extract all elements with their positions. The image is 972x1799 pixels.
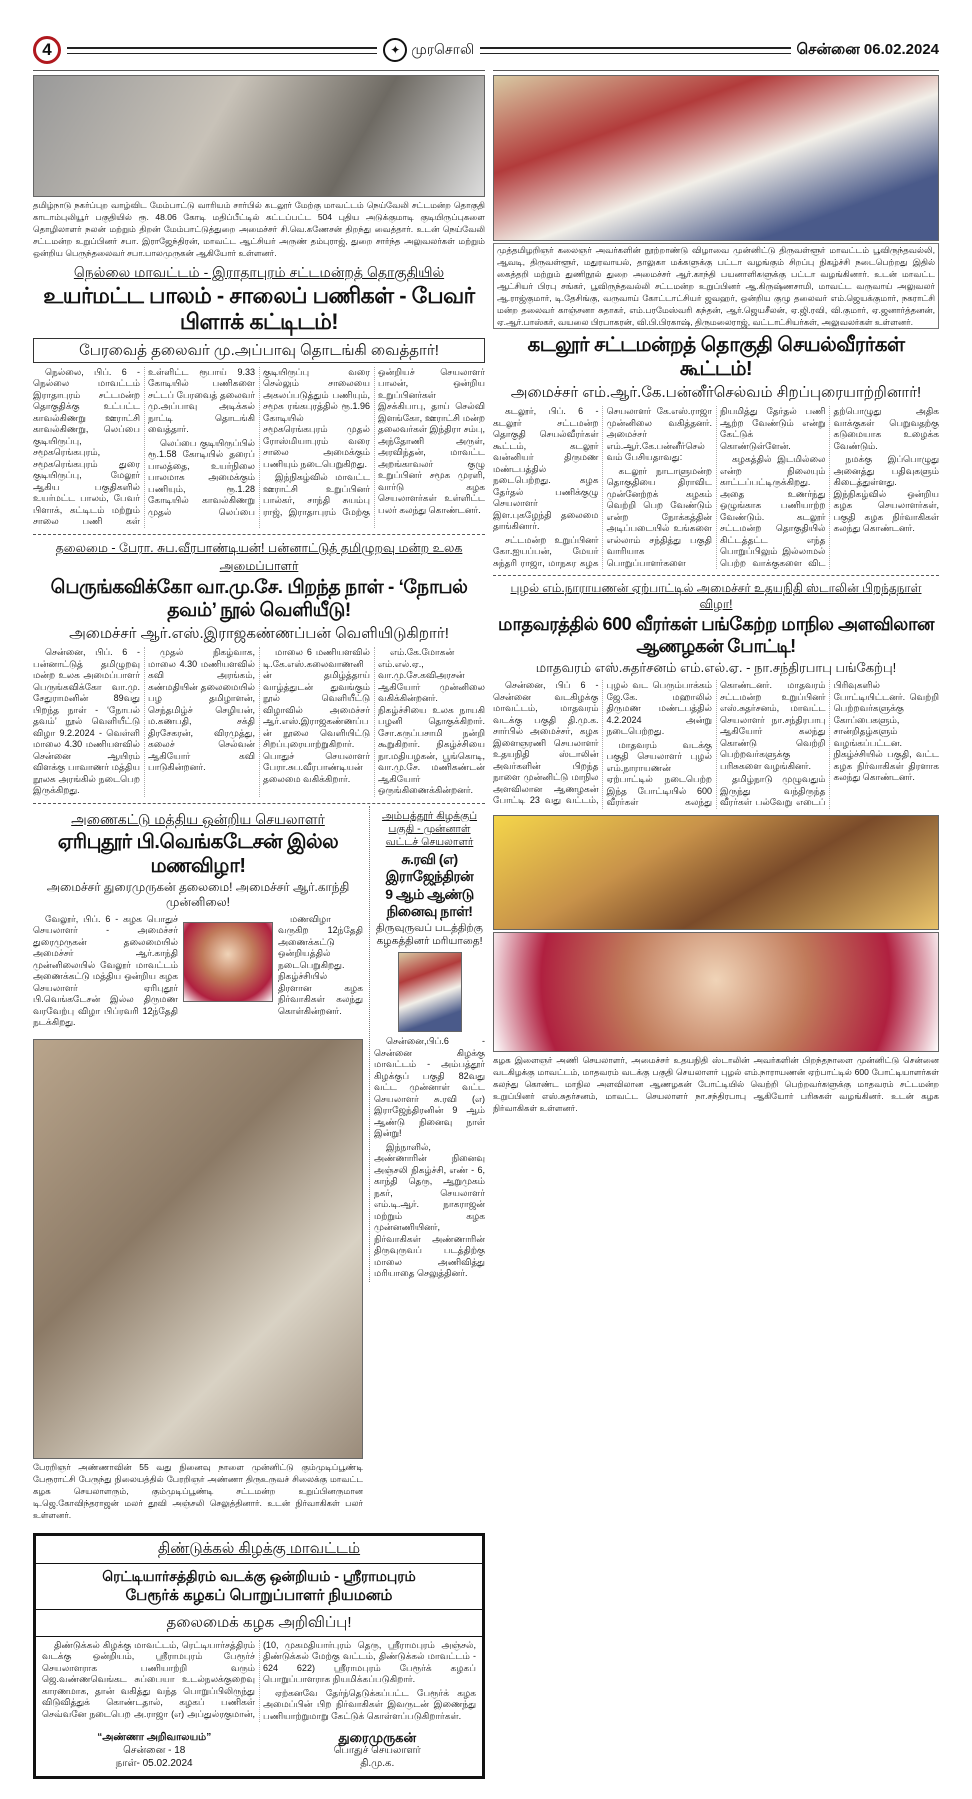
story-headline: மாதவரத்தில் 600 வீரர்கள் பங்கேற்ற மாநில அளவிலான ஆணழகன் போட்டி! [498, 614, 934, 656]
notice-body [36, 1637, 482, 1726]
story-headline: கடலூர் சட்டமன்றத் தொகுதி செயல்வீரர்கள் கூட்டம்! [527, 334, 905, 380]
paragraph: கடலூர் நாடாளுமன்ற தொகுதியை திராவிட முன்னேற்றக் கழகம் வெற்றி பெற வேண்டும் என்ற நோக்கத்தின் அடிப்படையில் உங்களை எல்லாம் சந்தித்து பகுதி வாரியாக பொறுப்பாளர்களை நியமித்து தேர்தல் பணி ஆற்ற வேண்டும் என்று கேட்டுக் கொண்டுள்ளேன். [606, 406, 826, 568]
paragraph: மாலை 6 மணியளவில் டி.கே.எஸ்.கலைவாணனின் தமிழ்த்தாய் வாழ்த்துடன் துவங்கும் நூல் வெளியீட்டு விழாவில் அமைச்சர் ஆர்.எஸ்.இராஜகண்ணப்பன் நூலை வெளியிட்டு சிறப்புரையாற்றுகிறார். பொதுச் செயலாளர் பேரா.சுப.வீரபாண்டியன் தலைமை வகிக்கிறார். [263, 647, 370, 784]
notice-subhead: தலைமைக் கழக அறிவிப்பு! [36, 1610, 482, 1637]
paragraph: திண்டுக்கல் கிழக்கு மாவட்டம், ரெட்டியார்சத்திரம் வடக்கு ஒன்றியம், ஸ்ரீராமபுரம் பேரூர்ச் செயலாளராக பணியாற்றி வரும் ஜெ.வண்ணவெங்கட சுப்பையா உடல்நலக்குறைவு காரணமாக, தான் வகித்து வந்த பொறுப்பிலிருந்து விடுவித்துக் கொண்டதால், கழகப் பணிகள் செவ்வனே நடைபெற அ.ராஜா (எ) அப்துல்ரகுமான், (10, முகமதியார்புரம் தெரு, ஸ்ரீராமபுரம் அஞ்சல், திண்டுக்கல் மேற்கு வட்டம், திண்டுக்கல் மாவட்டம் - 624 622) ஸ்ரீராமபுரம் பேரூர்க் கழகப் பொறுப்பாளராக நியமிக்கப்படுகிறார். [42, 1639, 476, 1719]
notice-party: தி.மு.க. [360, 1758, 395, 1770]
story-headline: ஏரிபுதூர் பி.வெங்கடேசன் இல்ல மணவிழா! [57, 830, 339, 877]
rooster-emblem-icon: ✦ [383, 38, 407, 62]
paragraph: இந்நாளில், அண்ணாரின் நினைவு அஞ்சலி நிகழ்ச்சி, எண் - 6, காந்தி தெரு, ஆறுமுகம் நகர், செயலாளர் எம்.டி.ஆர். நாகராஜன் மற்றும் கழக முன்னணியினர், நிர்வாகிகள் அண்ணாரின் திருவுருவப் படத்திற்கு மாலை அணிவித்து மரியாதை செலுத்தினர். [374, 1141, 485, 1279]
paragraph: முதல் நிகழ்வாக, மாலை 4.30 மணியளவில் கவி அரங்கம், கண்மதியின் தலைமையில் பழ தமிழாளன், செந்தமிழ்ச் செழியன், ம.கணபதி, சக்தி திரசேகரன், விரமுத்து, கலைச் செல்வன் ஆகியோர் கவி பாடுகின்றனர். [148, 647, 255, 773]
anna-statue-tribute-photo [33, 1039, 363, 1459]
story-body [493, 406, 939, 569]
lower-left-main [33, 806, 363, 1525]
patta-distribution-photo [493, 75, 939, 241]
masthead-rule [67, 47, 377, 54]
lower-left-columns [33, 806, 485, 1525]
newspaper-logo [383, 38, 474, 62]
notice-signature [36, 1725, 482, 1776]
paragraph: தமிழ்நாடு முழுவதும் இருந்து வந்திருந்த வீரர்கள் பல்வேறு எடைப் பிரிவுகளில் போட்டியிட்டனர். வெற்றி பெற்றவர்களுக்கு கோப்பைகளும், சான்றிதழ்களும் வழங்கப்பட்டன. நிகழ்ச்சியில் பகுதி, வட்ட கழக நிர்வாகிகள் திரளாக கலந்து கொண்டனர். [720, 680, 939, 808]
paragraph: லெப்பை குடியிருப்பில் ரூ.1.58 கோடியில் தரைப் பாலத்தை, உயர்நிலை பாலமாக அமைக்கும் பணியும், ரூ.1.28 கோடியில் காவல்கிணறு முதல் லெப்பை குடியிருப்பு வரை செல்லும் சாலையை அகலப்படுத்தும் பணியும், சமூக ரங்கபுரத்தில் ரூ.1.96 கோடியில் சமூகரெங்கபுரம் முதல் ரோஸ்மியாபுரம் வரை சாலை அமைக்கும் பணியும் நடைபெறுகிறது. [148, 366, 370, 517]
page-columns [33, 70, 939, 1779]
page-number: 4 [33, 36, 61, 64]
story-body [493, 680, 939, 809]
paragraph: நெல்லை, பிப். 6 - நெல்லை மாவட்டம் இராதாபுரம் சட்டமன்ற தொகுதிக்கு உட்பட்ட காவல்கிணறு ஊராட்சி காவல்கிணறு, லெப்பை குடியிருப்பு, சமூகரெங்கபுரம், சமூகரெங்கபுரம் துரை குடியிருப்பு, மேலூர் ஆகிய பகுதிகளில் உயர்மட்ட பாலம், பேவர் பிளாக், கட்டிடம் மற்றும் சாலை பணி கள் உள்ளிட்ட ரூபாய் 9.33 கோடியில் பணிகளை சட்டப் பேரவைத் தலைவர் மு.அப்பாவு அடிக்கல் நாட்டி தொடங்கி வைத்தார். [33, 366, 255, 527]
notice-region: திண்டுக்கல் கிழக்கு மாவட்டம் [157, 1539, 361, 1557]
story-headline: சு.ரவி (எ) இராஜேந்திரன் [385, 850, 474, 884]
story-subhead: பேரவைத் தலைவர் மு.அப்பாவு தொடங்கி வைத்தார்! [33, 338, 485, 363]
notice-date: நாள்- 05.02.2024 [115, 1758, 193, 1770]
lower-left-side [369, 806, 485, 1282]
bodybuilding-award-photo [493, 815, 939, 930]
story-body [33, 367, 485, 528]
story-headline: 9 ஆம் ஆண்டு நினைவு நாள்! [385, 886, 474, 920]
paragraph: எம்.கே.மோகன் எம்.எல்.ஏ., வா.மு.சே.கவிஅரசன் ஆகியோர் முன்னிலை வகிக்கின்றனர். நிகழ்ச்சியை உலக நாயகி பழனி தொகுக்கிறார். சோ.கருப்பசாமி நன்றி கூறுகிறார். நிகழ்ச்சியை நா.மதியழகன், பூங்கொடி, வா.மு.சே. மணிகண்டன் ஆகியோர் ஒருங்கிணைக்கின்றனர். [378, 647, 485, 796]
story-kicker: நெல்லை மாவட்டம் - இராதாபுரம் சட்டமன்றத் தொகுதியில் [73, 264, 445, 280]
story-body [374, 1036, 485, 1280]
notice-headline: பேரூர்க் கழகப் பொறுப்பாளர் நியமனம் [125, 1586, 393, 1604]
left-column [33, 70, 485, 1779]
divider [33, 534, 485, 535]
notice-city: சென்னை - 18 [123, 1745, 186, 1757]
paragraph: சென்னை, பிப் 6 - சென்னை வடகிழக்கு மாவட்டம், மாதவரம் வடக்கு பகுதி தி.மு.க. சார்பில் அமைச்சர், கழக இளைஞரணி செயலாளர் உதயநிதி ஸ்டாலின் அவர்களின் பிறந்த நாளை முன்னிட்டு மாநில அளவிலான ஆணழகன் போட்டி 23 வது வட்டம், புழல் வட பெரும்பாக்கம் ஜே.கே. மஹாலில் திருமண மண்டபத்தில் 4.2.2024 அன்று நடைபெற்றது. [493, 680, 712, 806]
masthead [33, 38, 939, 62]
paragraph: மணவிழா வருகிற 12ந்தேதி அணைக்கட்டு ஒன்றியத்தில் நடைபெறுகிறது. நிகழ்ச்சியில் திரளான கழக நிர்வாகிகள் கலந்து கொள்கின்றனர். [278, 913, 363, 1016]
paper-name: முரசொலி [411, 40, 475, 57]
couple-photo [183, 922, 273, 1002]
paragraph: சென்னை,பிப்.6 - சென்னை கிழக்கு மாவட்டம் - அம்பத்தூர் கிழக்குப் பகுதி 82வது வட்ட முன்னாள் வட்ட செயலாளர் சு.ரவி (எ) இராஜேந்திரனின் 9 ஆம் ஆண்டு நினைவு நாள் இன்று! [374, 1036, 485, 1139]
story-subhead: திருவுருவப் படத்திற்கு கழகத்தினர் மரியாதை! [376, 922, 483, 948]
paragraph: சென்னை, பிப். 6 - பன்னாட்டுத் தமிழுறவு மன்ற உலக அமைப்பாளர் பெருங்கவிக்கோ வா.மு. சேதுராமனின் 89வது பிறந்த நாள் - ‘நோபல் தவம்’ நூல் வெளியீட்டு விழா 9.2.2024 - வெள்ளி மாலை 4.30 மணியளவில் சென்னை ஆயிரம் விளக்கு பாவாணர் மத்திய நூலக அரங்கில் நடைபெற இருக்கிறது. [33, 647, 140, 796]
story-body [33, 914, 178, 1031]
notice-role: பொதுச் செயலாளர் [333, 1745, 421, 1757]
paragraph: மாதவரம் வடக்கு பகுதி செயலாளர் புழல் எம்.நாராயணன் ஏற்பாட்டில் நடைபெற்ற இந்த போட்டியில் 600 வீரர்கள் கலந்து கொண்டனர். மாதவரம் சட்டமன்ற உறுப்பினர் எஸ்.சுதர்சனம், மாவட்ட செயலாளர் நா.சந்திரபாபு ஆகியோர் கலந்து கொண்டு வெற்றி பெற்றவர்களுக்கு பரிசுகளை வழங்கினர். [606, 680, 826, 808]
divider [33, 803, 485, 804]
story-subhead: மாதவரம் எஸ்.சுதர்சனம் எம்.எல்.ஏ. - நா.சந்திரபாபு பங்கேற்பு! [535, 660, 897, 676]
photo-caption: முத்தமிழறிஞர் கலைஞர் அவர்களின் நூற்றாண்டு விழாவை முன்னிட்டு திருவள்ளூர் மாவட்டம் பூவிருந்தவல்லி, ஆவடி, திருவள்ளூர், மதுரவாயல், தாலுகா மக்களுக்கு பட்டா வழங்கும் சிறப்பு நிகழ்ச்சி நடைபெற்றது இதில் கைத்தறி மற்றும் துணிநூல் துறை அமைச்சர் ஆர்.காந்தி பயனாளிகளுக்கு பட்டா வழங்கினார். உடன் மாவட்ட ஆட்சியர் பிரபு சங்கர், பூவிருந்தவல்லி சட்டமன்ற உறுப்பினர் ஆ.கிருஷ்ணசாமி, மாவட்ட வருவாய் அலுவலர் ஆ.ராஜ்குமார், டி.தேசிங்கு, வருவாய் கோட்டாட்சியர் ஜவஹர், ஒன்றிய குழு தலைவர் எம்.ஜெயக்குமார், நகராட்சி மன்ற தலைவர் காஞ்சனா சுதாகர், எம்.பரமேஸ்வரி கந்தன், ஆர்.ஜெயசீலன், ஏ.ஜி.ரவி, வி.குமார், ஏ.ஜனார்த்தனன், ஏ.ஆர்.பாஸ்கர், வயலை பிரபாகரன், வி.பி.பிரகாஷ், திருமலைராஜ், வட்டாட்சியர்கள், அலுவலர்கள் உள்ளனர். [493, 243, 939, 329]
story-subhead: அமைச்சர் எம்.ஆர்.கே.பன்னீர்செல்வம் சிறப்புரையாற்றினார்! [510, 384, 922, 401]
notice-headline: ரெட்டியார்சத்திரம் வடக்கு ஒன்றியம் - ஸ்ரீராமபுரம் [102, 1567, 416, 1584]
paragraph: கடலூர், பிப். 6 - கடலூர் சட்டமன்ற தொகுதி செயல்வீரர்கள் கூட்டம், கடலூர் வன்னியர் திருமண மண்டபத்தில் நடைபெற்றது. கழக தேர்தல் பணிக்குழு செயலாளர் இள.புகழேந்தி தலைமை தாங்கினார். [493, 406, 599, 531]
bodybuilders-photo [493, 932, 939, 1052]
notice-signatory: துரைமுருகன் [338, 1730, 417, 1746]
photo-caption: தமிழ்நாடு நகர்ப்புற வாழ்விட மேம்பாட்டு வாரியம் சார்பில் கடலூர் மேற்கு மாவட்டம் நெய்வேலி சட்டமன்ற தொகுதி காடாம்புலியூர் பகுதியில் ரூ. 48.06 கோடி மதிப்பீட்டில் கட்டப்பட்ட 504 புதிய அடுக்குமாடி குடியிருப்புகளை தொழிலாளர் நலன் மற்றும் திறன் மேம்பாட்டுத்துறை அமைச்சர் சி.வெ.கணேசன் திறந்து வைத்தார். உடன் நெய்வேலி சட்டமன்ற உறுப்பினர் சபா. இராஜேந்திரன், மாவட்ட ஆட்சியர் அருண் தம்புராஜ், துறை சார்ந்த அலுவலர்கள் மற்றும் ஒன்றிய பெருந்தலைவர் சபா.பாலமுருகன் ஆகியோர் உள்ளனர். [33, 200, 485, 258]
story3-content [33, 914, 363, 1031]
story-subhead: அமைச்சர் துரைமுருகன் தலைமை! அமைச்சர் ஆர்.காந்தி முன்னிலை! [46, 879, 350, 909]
portrait-photo [398, 952, 462, 1032]
divider [493, 575, 939, 576]
housing-inauguration-photo [33, 75, 485, 197]
story-headline: பெருங்கவிக்கோ வா.மு.சே. பிறந்த நாள் - ‘நோபல் தவம்’ நூல் வெளியீடு! [50, 576, 468, 621]
paragraph: நமக்கு இப்பொழுது அனைத்து பதிவுகளும் கிடைத்துள்ளது. இந்நிகழ்வில் ஒன்றிய கழக செயலாளர்கள், பகுதி கழக நிர்வாகிகள் கலந்து கொண்டனர். [833, 454, 939, 533]
story-body [33, 647, 485, 797]
story-kicker: அணைகட்டு மத்திய ஒன்றிய செயலாளர் [71, 810, 325, 827]
masthead-rule [480, 47, 790, 54]
story-kicker: தலைமை - பேரா. சுப.வீரபாண்டியன்! பன்னாட்டுத் தமிழுறவு மன்ற உலக அமைப்பாளர் [55, 540, 463, 573]
story-headline: உயர்மட்ட பாலம் - சாலைப் பணிகள் - பேவர் பிளாக் கட்டிடம்! [43, 283, 475, 335]
story-kicker: அம்பத்தூர் கிழக்குப் பகுதி - முன்னாள் வட்டச் செயலாளர் [381, 809, 478, 848]
paragraph: வேலூர், பிப். 6 - கழக பொதுச் செயலாளர் - அமைச்சர் துரைமுருகன் தலைமையில் அமைச்சர் ஆர்.காந்தி முன்னிலையில் வேலூர் மாவட்டம் அணைக்கட்டு மத்திய ஒன்றிய கழக செயலாளர் ஏரிபுதூர் பி.வெங்கடேசன் இல்ல திருமண வரவேற்பு விழா பிப்ரவரி 12ந்தேதி நடக்கிறது. [33, 913, 178, 1028]
city-date: சென்னை 06.02.2024 [796, 40, 940, 58]
right-column [493, 70, 939, 1118]
story-subhead: அமைச்சர் ஆர்.எஸ்.இராஜகண்ணப்பன் வெளியிடுகிறார்! [69, 625, 449, 643]
newspaper-page [33, 0, 939, 1799]
paragraph: இந்நிகழ்வில் மாவட்ட ஊராட்சி உறுப்பினர் பால்கர், சாந்தி சுயம்பு ராஜ், இராதாபுரம் மேற்கு ஒன்றியச் செயலாளர் பாலன், ஒன்றிய உறுப்பினர்கள் இசக்கிபாபு, தாய் செல்வி இளங்கோ, ஊராட்சி மன்ற தலைவர்கள் இந்திரா சம்பு, அந்தோணி அருள், அரவிந்தன், மாவட்ட அறங்காவலர் குழு உறுப்பினர் சமூக முரளி, வார்டு கழக செயலாளர்கள் உள்ளிட்ட பலர் கலந்து கொண்டனர். [263, 366, 485, 517]
story-body [278, 914, 363, 1020]
story-kicker: புழல் எம்.நாராயணன் ஏற்பாட்டில் அமைச்சர் உதயநிதி ஸ்டாலின் பிறந்தநாள் விழா! [510, 581, 922, 611]
photo-caption: கழக இளைஞர் அணி செயலாளர், அமைச்சர் உதயநிதி ஸ்டாலின் அவர்களின் பிறந்தநாளை முன்னிட்டு சென்னை வடகிழக்கு மாவட்டம், மாதவரம் வடக்கு பகுதி செயலாளர் புழல் எம்.நாராயணன் ஏற்பாட்டில் 600 போட்டியாளர்கள் கலந்து கொண்ட மாநில அளவிலான ஆணழகன் போட்டியில் வெற்றி பெற்றவர்களுக்கு மாதவரம் சட்டமன்ற உறுப்பினர் எஸ்.சுதர்சனம், மாவட்ட செயலாளர் நா.சந்திரபாபு ஆகியோர் பரிசுகள் வழங்கினர். உடன் கழக நிர்வாகிகள் உள்ளனர். [493, 1054, 939, 1113]
notice-place: “அண்ணா அறிவாலயம்” [97, 1732, 212, 1744]
party-notice-box [33, 1533, 485, 1780]
photo-caption: பேரறிஞர் அண்ணாவின் 55 வது நினைவு நாளை முன்னிட்டு கும்முடிப்பூண்டி பேரூராட்சி பேருந்து நிலையத்தில் பேரறிஞர் அண்ணா திருஉருவச் சிலைக்கு மாவட்ட கழக செயலாளரும், கும்முடிப்பூண்டி சட்டமன்ற உறுப்பினருமான டி.ஜெ.கோவிந்தராஜன் மலர் தூவி அஞ்சலி செலுத்தினார். உடன் நிர்வாகிகள் பலர் உள்ளனர். [33, 1461, 363, 1520]
paragraph: ஏற்கனவே தேர்ந்தெடுக்கப்பட்ட பேரூர்க் கழக அமைப்பின் பிற நிர்வாகிகள் இவருடன் இணைந்து பணியாற்றுமாறு கேட்டுக் கொள்ளப்படுகிறார்கள். [263, 1687, 476, 1721]
paragraph: சட்டமன்ற உறுப்பினர் கோ.ஐயப்பன், மேயர் சுந்தரி ராஜா, மாநகர கழக செயலாளர் கே.எஸ்.ராஜா முன்னிலை வகித்தனர். அமைச்சர் எம்.ஆர்.கே.பன்னீர்செல்வம் பேசியதாவது: [493, 406, 712, 568]
paragraph: கழகத்தில் இடமில்லை என்ற நிலையும் காட்டப்பட்டிருக்கிறது. அதை உணர்ந்து ஒழுங்காக பணியாற்ற வேண்டும். கடலூர் சட்டமன்ற தொகுதியில் கிட்டத்தட்ட எந்த பொறுப்பிலும் இல்லாமல் பெற்ற வாக்குகளை விட தற்பொழுது அதிக வாக்குகள் பெறுவதற்கு கடுமையாக உழைக்க வேண்டும். [720, 406, 939, 568]
